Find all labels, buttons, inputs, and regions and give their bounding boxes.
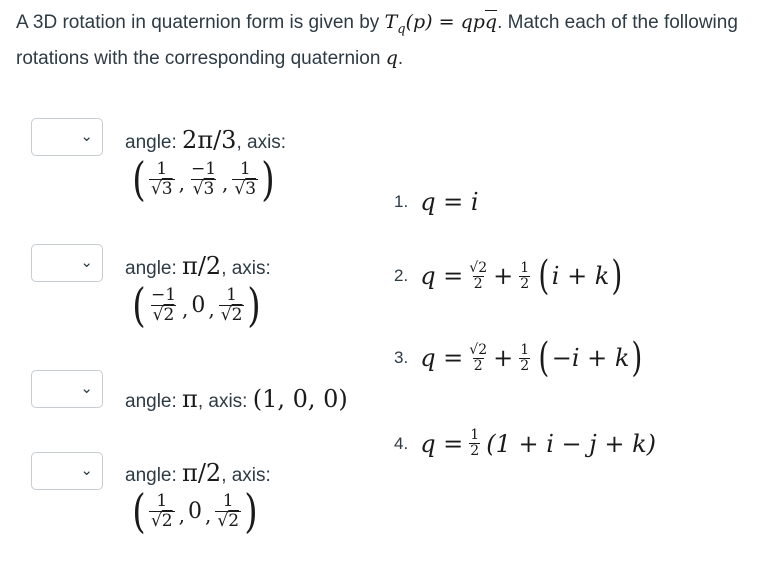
vec-num: −1 bbox=[190, 158, 217, 179]
vec-den: 2 bbox=[163, 304, 175, 325]
formula-qbar: $\overline{q}$ bbox=[484, 11, 498, 33]
option-number: 2. bbox=[394, 266, 409, 285]
option-lhs: q = bbox=[420, 429, 464, 458]
axis-text: , axis: bbox=[197, 391, 253, 412]
angle-value: π/2 bbox=[182, 252, 222, 280]
option-inner: (1 + i − j + k) bbox=[486, 429, 656, 458]
axis-text: , axis: bbox=[236, 132, 287, 153]
axis-text: , axis: bbox=[221, 258, 271, 279]
frac-den: 2 bbox=[520, 357, 530, 374]
axis-vector-4: ( $\frac{1}{√2}$ , 0 , $\frac{1}{√2}$ ) bbox=[132, 484, 258, 538]
chevron-down-icon: ⌄ bbox=[80, 254, 93, 271]
frac-num: √2 bbox=[469, 341, 488, 358]
angle-value: π/2 bbox=[182, 459, 222, 487]
option-lhs: q = bbox=[420, 344, 464, 372]
option-expression: q = i bbox=[420, 188, 479, 216]
vec-den: 3 bbox=[203, 178, 215, 199]
frac-den: 2 bbox=[520, 275, 530, 292]
formula-T: T bbox=[384, 11, 398, 33]
vec-zero: 0 bbox=[187, 498, 202, 524]
frac-den: 2 bbox=[470, 443, 480, 459]
option-2: 2. q = $\frac{√2}{2}$ + $\frac{1}{2}$ ( i + k ) bbox=[394, 253, 623, 299]
vec-num: 1 bbox=[222, 490, 234, 511]
angle-value: π bbox=[182, 385, 198, 413]
angle-text: angle: bbox=[125, 132, 183, 153]
option-inner: i + k bbox=[551, 262, 610, 290]
match-select-3[interactable] bbox=[31, 370, 103, 408]
frac-num: √2 bbox=[469, 259, 488, 276]
axis-vector-3: (1, 0, 0) bbox=[252, 385, 348, 413]
vec-num: −1 bbox=[150, 284, 177, 305]
rotation-label-3 bbox=[125, 385, 348, 413]
axis-vector-1: ( $\frac{1}{√3}$ , $\frac{-1}{√3}$ , $\frac{1}{√3}$ ) bbox=[132, 152, 275, 206]
plus-sign: + bbox=[493, 262, 514, 290]
vec-num: 1 bbox=[156, 158, 168, 179]
frac-den: 2 bbox=[473, 275, 483, 292]
option-number: 1. bbox=[394, 192, 409, 211]
formula-q-sub: q bbox=[397, 22, 406, 37]
prompt-text-b: . Match each of the following rotations with the corresponding quaternion bbox=[16, 12, 738, 69]
rotation-label-1 bbox=[125, 126, 286, 154]
frac-num: 1 bbox=[520, 341, 530, 358]
angle-text: angle: bbox=[125, 258, 183, 279]
option-inner: −i + k bbox=[551, 344, 630, 372]
axis-text: , axis: bbox=[221, 465, 271, 486]
formula-p: (p) = qp bbox=[405, 11, 485, 33]
prompt-text-a: A 3D rotation in quaternion form is given by bbox=[16, 12, 385, 33]
question-prompt bbox=[16, 8, 756, 73]
vec-num: 1 bbox=[239, 158, 251, 179]
match-select-1[interactable] bbox=[31, 118, 103, 156]
frac-num: 1 bbox=[520, 259, 530, 276]
vec-zero: 0 bbox=[191, 292, 206, 318]
vec-den: 2 bbox=[231, 304, 243, 325]
option-number: 3. bbox=[394, 348, 409, 367]
frac-den: 2 bbox=[473, 357, 483, 374]
chevron-down-icon: ⌄ bbox=[80, 380, 93, 397]
vec-den: 2 bbox=[161, 510, 173, 531]
frac-num: 1 bbox=[470, 427, 480, 443]
angle-value: 2π/3 bbox=[182, 126, 237, 154]
option-1 bbox=[394, 188, 479, 216]
option-3: 3. q = $\frac{√2}{2}$ + $\frac{1}{2}$ ( −i + k ) bbox=[394, 335, 643, 381]
match-select-2[interactable] bbox=[31, 244, 103, 282]
vec-num: 1 bbox=[156, 490, 168, 511]
vec-num: 1 bbox=[226, 284, 237, 305]
vec-den: 2 bbox=[228, 510, 240, 531]
chevron-down-icon: ⌄ bbox=[80, 128, 93, 145]
prompt-text-c: . bbox=[397, 48, 404, 69]
rotation-label-2 bbox=[125, 252, 271, 280]
plus-sign: + bbox=[493, 344, 514, 372]
vec-den: 3 bbox=[161, 178, 173, 199]
option-number: 4. bbox=[394, 433, 409, 453]
angle-text: angle: bbox=[125, 391, 183, 412]
rotation-label-4 bbox=[125, 459, 271, 487]
prompt-q: q bbox=[385, 47, 398, 69]
match-select-4[interactable] bbox=[31, 452, 103, 490]
chevron-down-icon: ⌄ bbox=[80, 462, 93, 479]
angle-text: angle: bbox=[125, 465, 183, 486]
option-4 bbox=[394, 428, 656, 459]
option-lhs: q = bbox=[420, 262, 464, 290]
vec-den: 3 bbox=[245, 178, 257, 199]
axis-vector-2: ( $\frac{-1}{√2}$ , 0 , $\frac{1}{√2}$ ) bbox=[132, 278, 262, 332]
